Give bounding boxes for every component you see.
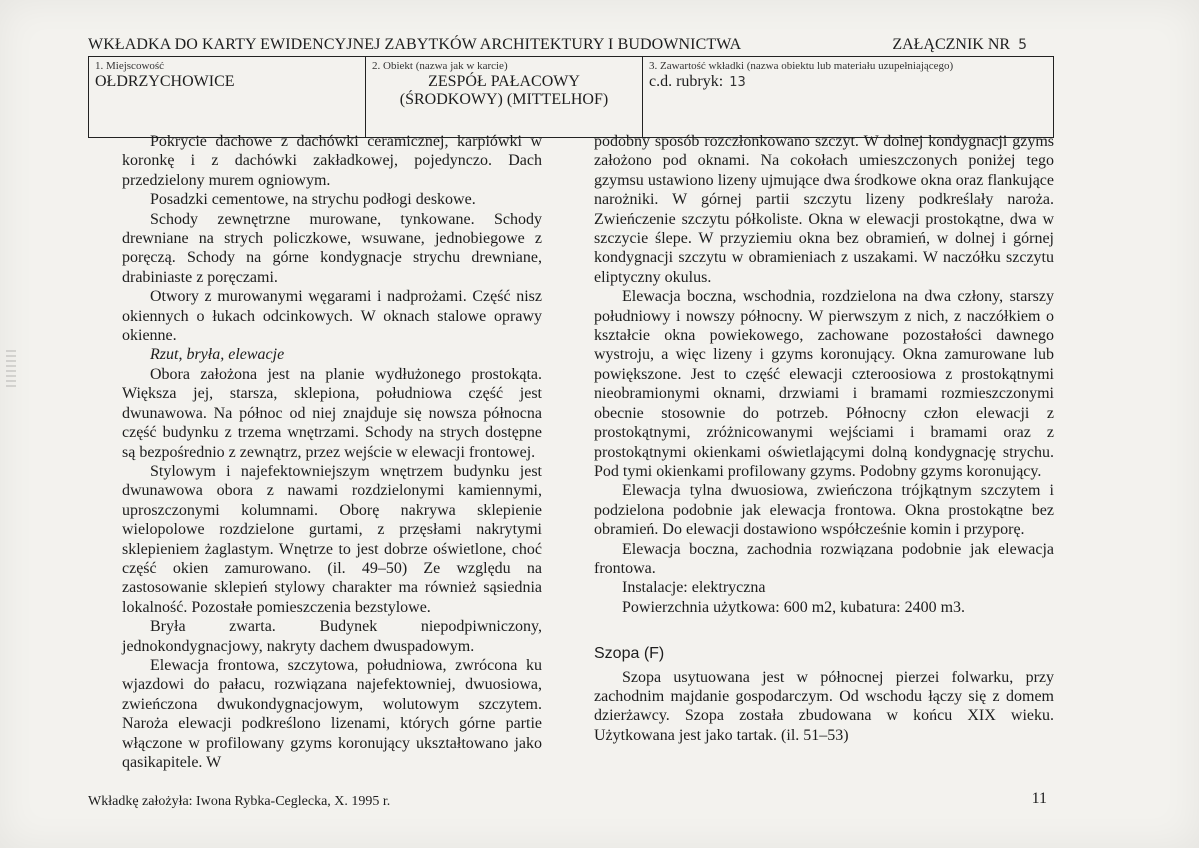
paragraph: Stylowym i najefektowniejszym wnętrzem budynku jest dwunawowa obora z nawami rozdzielonymi kamiennymi, uproszczonymi kolumnami. Oborę nakrywa sklepienie wielopolowe rozdzielone gurtami, z przęsłami nakrytymi sklepieniem żaglastym. Wnętrze to jest dobrze oświetlone, choć część okien zamurowano. (il. 49–50) Ze względu na zastosowanie sklepień stylowy charakter ma również sąsiednia lokalność. Pozostałe pomieszczenia bezstylowe.	[122, 462, 542, 616]
object-value-line2: (ŚRODKOWY) (MITTELHOF)	[399, 91, 609, 108]
left-text-column	[122, 132, 542, 772]
paragraph: Elewacja boczna, zachodnia rozwiązana podobnie jak elewacja frontowa.	[594, 540, 1054, 577]
page-number: 11	[1031, 790, 1047, 807]
paragraph: Powierzchnia użytkowa: 600 m2, kubatura: 2400 m3.	[622, 598, 966, 616]
paragraph: Bryła zwarta. Budynek niepodpiwniczony, jednokondygnacjowy, nakryty dachem dwuspadowym.	[122, 618, 542, 655]
paragraph: Schody zewnętrzne murowane, tynkowane. Schody drewniane na strych policzkowe, wsuwane, jednobiegowe z poręczą. Schody na górne kondygnacje strychu drewniane, drabiniaste z poręczami.	[122, 210, 542, 286]
locality-label: 1. Miejscowość	[95, 60, 165, 72]
object-value-line1: ZESPÓŁ PAŁACOWY	[428, 73, 580, 90]
locality-cell	[89, 57, 366, 137]
paragraph: Obora założona jest na planie wydłużonego prostokąta. Większa jej, starsza, sklepiona, południowa część jest dwunawowa. Na północ od niej znajduje się nowsza północna część budynku z trzema wnętrzami. Schody na strych dostępne są bezpośrednio z zewnątrz, przez wejście w elewacji frontowej.	[122, 365, 542, 461]
paragraph: Elewacja frontowa, szczytowa, południowa, zwrócona ku wjazdowi do pałacu, rozwiązana najefektowniej, dwuosiowa, zwieńczona dwukondygnacjowym, wolutowym szczytem. Naroża elewacji podkreślono lizenami, których górne partie włączone w profilowany gzyms koronujący ukształtowano jako qasikapitele. W	[122, 656, 542, 771]
paragraph: Pokrycie dachowe z dachówki ceramicznej, karpiówki w koronkę i z dachówki zakładkowej, pojedynczo. Dach przedzielony murem ogniowym.	[122, 133, 542, 189]
content-value	[649, 73, 1047, 91]
form-title: WKŁADKA DO KARTY EWIDENCYJNEJ ZABYTKÓW ARCHITEKTURY I BUDOWNICTWA	[88, 36, 742, 53]
paragraph: Szopa usytuowana jest w północnej pierzei folwarku, przy zachodnim majdanie gospodarczym. Od wschodu łączy się z domem dzierżawcy. Szopa została zbudowana w końcu XIX wieku. Użytkowana jest jako tartak. (il. 51–53)	[594, 668, 1054, 744]
margin-stamp-mark	[6, 350, 16, 390]
object-label: 2. Obiekt (nazwa jak w karcie)	[372, 60, 508, 72]
locality-value: OŁDRZYCHOWICE	[95, 73, 235, 90]
annex-number: 5	[1018, 37, 1027, 53]
object-cell	[366, 57, 643, 137]
paragraph: Otwory z murowanymi węgarami i nadprożami. Część nisz okiennych o łukach odcinkowych. W oknach stalowe oprawy okienne.	[122, 288, 542, 345]
paragraph: Posadzki cementowe, na strychu podłogi deskowe.	[150, 191, 476, 209]
content-cell	[643, 57, 1053, 137]
paragraph: Instalacje: elektryczna	[622, 579, 766, 597]
content-label: 3. Zawartość wkładki (nazwa obiektu lub materiału uzupełniającego)	[649, 60, 954, 72]
subheading: Rzut, bryła, elewacje	[150, 346, 285, 364]
object-value	[372, 73, 636, 109]
paragraph: Elewacja tylna dwuosiowa, zwieńczona trójkątnym szczytem i podzielona podobnie jak elewacja frontowa. Okna prostokątne bez obramień. Do elewacji dostawiono współcześnie komin i przyporę.	[594, 482, 1054, 539]
content-value-text: c.d. rubryk:	[649, 73, 724, 90]
right-text-column	[594, 132, 1054, 745]
paragraph: Elewacja boczna, wschodnia, rozdzielona na dwa człony, starszy południowy i nowszy północny. W pierwszym z nich, z naczółkiem o kształcie okna powiekowego, zachowane pozostałości dawnego wystroju, a więc lizeny i gzyms koronujący. Okna zamurowane lub powiększone. Jest to część elewacji czteroosiowa z prostokątnymi nieobramionymi oknami, drzwiami i bramami rozmieszczonymi obecnie stosownie do potrzeb. Północny człon elewacji z prostokątnymi, zróżnicowanymi wejściami i bramami oraz z prostokątnymi okienkami oświetlającymi dolną kondygnację strychu. Pod tymi okienkami profilowany gzyms. Podobny gzyms koronujący.	[594, 288, 1054, 480]
annex-label-text: ZAŁĄCZNIK NR	[892, 36, 1011, 53]
rubric-number: 13	[729, 75, 746, 90]
annex-label	[892, 36, 1027, 54]
section-heading: Szopa (F)	[594, 645, 665, 663]
header-fields-table	[88, 56, 1054, 138]
paragraph: podobny sposób rozczłonkowano szczyt. W dolnej kondygnacji gzyms założono pod oknami. Na cokołach umieszczonych poniżej tego gzymsu ustawiono lizeny ujmujące dwa środkowe okna oraz flankujące narożniki. W górnej partii szczytu lizeny podkreślały naroża. Zwieńczenie szczytu półkoliste. Okna w elewacji prostokątne, dwa w szczycie ślepe. W przyziemiu okna bez obramień, w dolnej i górnej kondygnacji szczytu w obramieniach z uszakami. W naczółku szczytu eliptyczny okulus.	[594, 133, 1054, 286]
author-note: Wkładkę założyła: Iwona Rybka-Ceglecka, X. 1995 r.	[88, 794, 391, 809]
